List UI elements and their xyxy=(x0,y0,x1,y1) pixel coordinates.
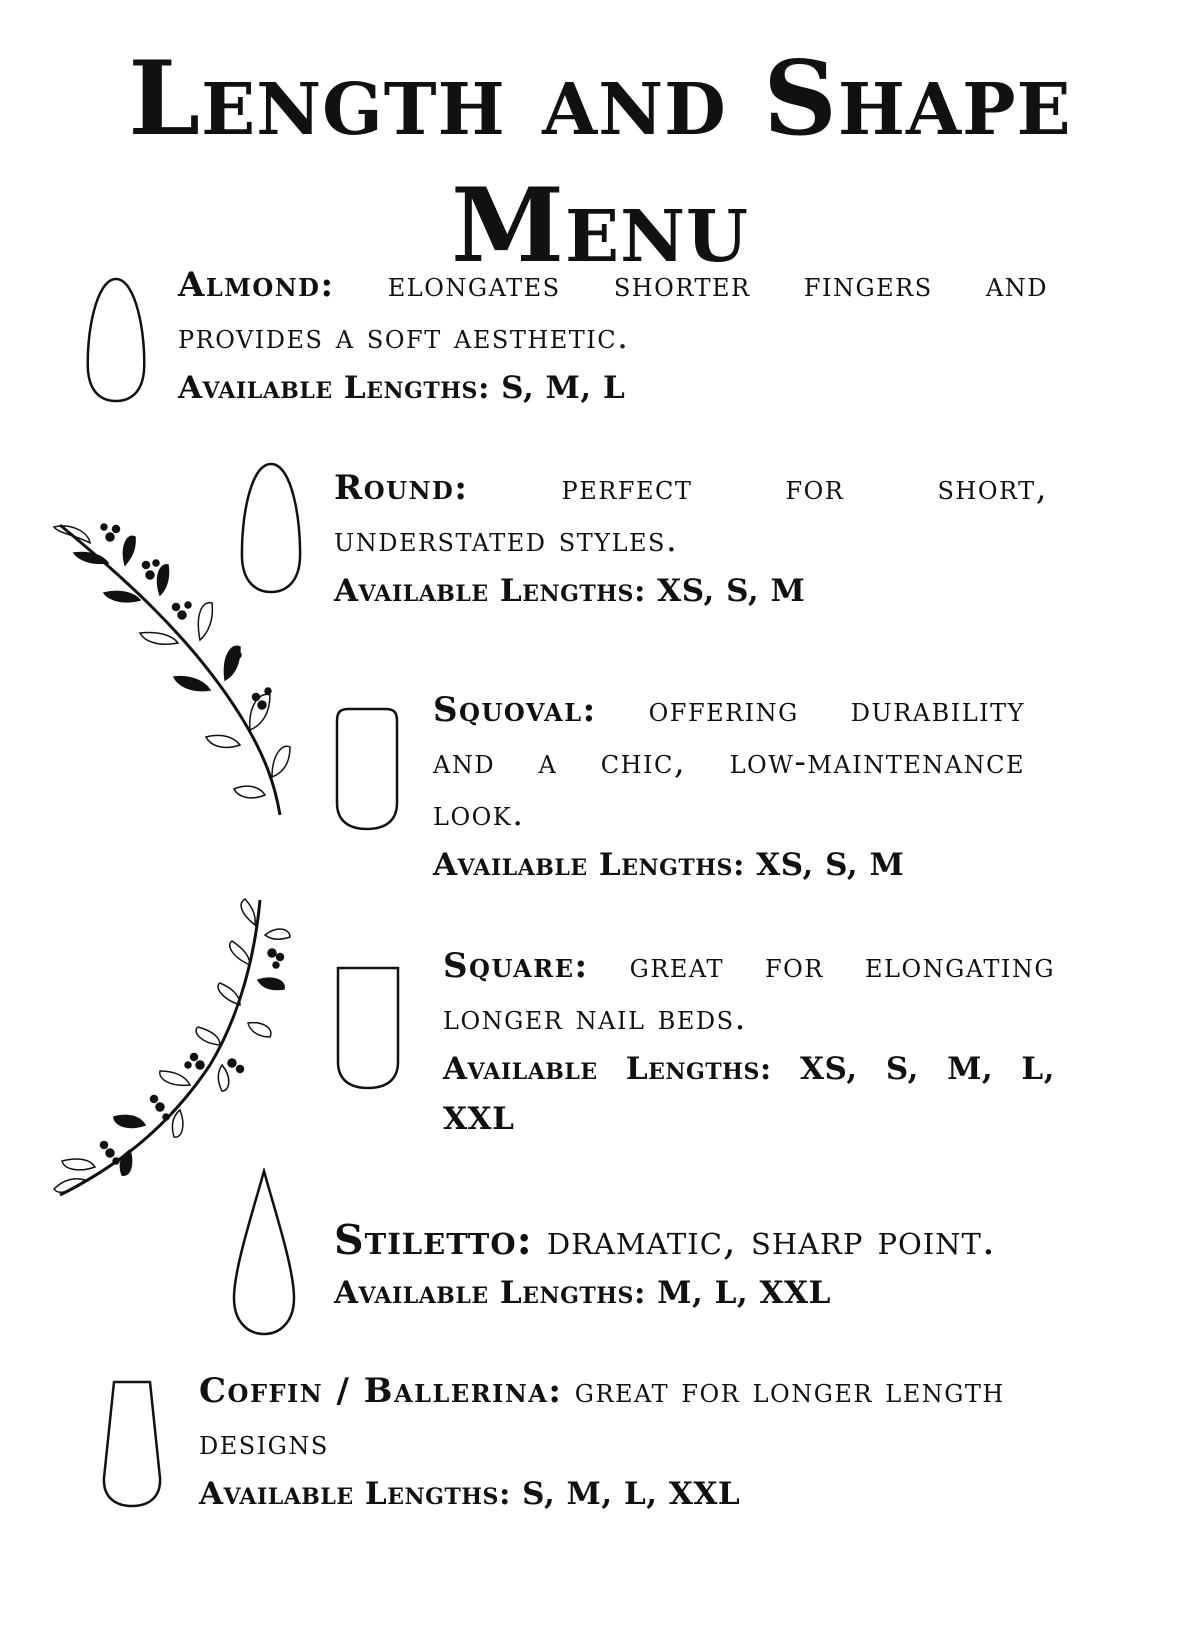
shape-name: Squoval: xyxy=(433,690,597,730)
square-nail-icon xyxy=(334,964,402,1092)
description-line: provides a soft aesthetic. xyxy=(178,317,630,357)
available-lengths: XXL xyxy=(443,1101,515,1137)
available-lengths: Available Lengths: XS, S, M xyxy=(334,573,806,609)
shape-name: Almond: xyxy=(178,265,335,305)
description-line: understated styles. xyxy=(334,520,679,560)
description-line: look. xyxy=(433,794,525,834)
square-entry xyxy=(443,940,1055,1144)
coffin-ballerina-entry xyxy=(199,1365,1079,1519)
round-entry xyxy=(334,462,1048,616)
almond-nail-icon xyxy=(84,275,148,405)
shape-name: Square: xyxy=(443,946,589,986)
available-lengths: Available Lengths: S, M, L, XXL xyxy=(199,1476,741,1512)
shape-name: Coffin / Ballerina: xyxy=(199,1371,563,1411)
available-lengths: Available Lengths: S, M, L xyxy=(178,370,626,406)
shape-name: Round: xyxy=(334,468,469,508)
leaf-sprig-icon xyxy=(50,895,300,1205)
description-line: great for longer length xyxy=(574,1371,1005,1411)
stiletto-nail-icon xyxy=(230,1168,298,1338)
squoval-nail-icon xyxy=(333,705,401,833)
description-line: longer nail beds. xyxy=(443,998,747,1038)
round-nail-icon xyxy=(238,460,304,596)
almond-entry xyxy=(178,259,1048,413)
description-line: offering durability xyxy=(648,690,1025,730)
available-lengths: Available Lengths: XS, S, M xyxy=(433,847,905,883)
available-lengths: Available Lengths: XS, S, M, L, xyxy=(443,1051,1055,1087)
coffin-nail-icon xyxy=(98,1378,166,1510)
description-line: and a chic, low-maintenance xyxy=(433,742,1025,782)
page-title-line-1: Length and Shape xyxy=(128,39,1072,159)
description-line: designs xyxy=(199,1423,329,1463)
description-line: elongates shorter fingers and xyxy=(387,265,1049,305)
page-title-line-2: Menu xyxy=(451,166,749,286)
shape-name: Stiletto: xyxy=(334,1216,533,1264)
squoval-entry xyxy=(433,684,1025,890)
description-line: dramatic, sharp point. xyxy=(546,1216,996,1264)
description-line: great for elongating xyxy=(629,946,1055,986)
stiletto-entry xyxy=(334,1212,1134,1318)
available-lengths: Available Lengths: M, L, XXL xyxy=(334,1275,831,1311)
description-line: perfect for short, xyxy=(561,468,1048,508)
